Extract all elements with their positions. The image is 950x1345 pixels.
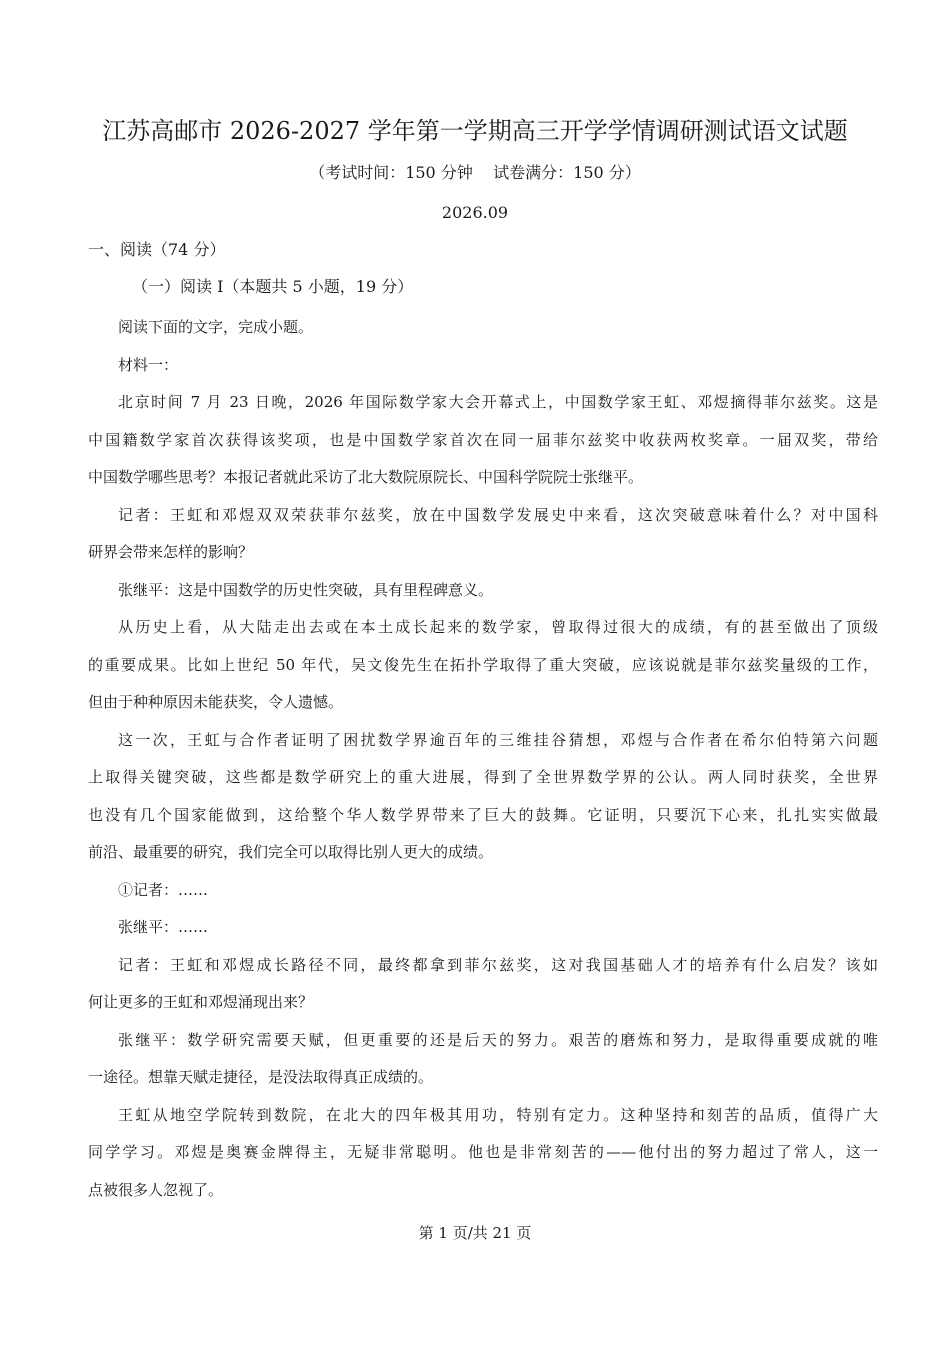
text-line: 中国籍数学家首次获得该奖项，也是中国数学家首次在同一届菲尔兹奖中收获两枚奖章。一届双奖，带给 <box>88 430 878 449</box>
exam-subtitle: （考试时间：150 分钟 试卷满分：150 分） <box>309 163 641 182</box>
subsection-title: （一）阅读 I（本题共 5 小题，19 分） <box>132 277 414 296</box>
text-line: 张继平：…… <box>118 918 209 936</box>
exam-date: 2026.09 <box>441 203 509 222</box>
text-line: 点被很多人忽视了。 <box>88 1180 224 1199</box>
section-title: 一、阅读（74 分） <box>88 240 226 259</box>
instruction-line: 阅读下面的文字，完成小题。 <box>118 318 314 336</box>
text-line: 这一次，王虹与合作者证明了困扰数学界逾百年的三维挂谷猜想，邓煜与合作者在希尔伯特第六问题 <box>118 730 878 749</box>
text-line: ①记者：…… <box>118 880 209 899</box>
text-line: 记者：王虹和邓煜双双荣获菲尔兹奖，放在中国数学发展史中来看，这次突破意味着什么？对中国科 <box>118 505 878 524</box>
text-line: 同学学习。邓煜是奥赛金牌得主，无疑非常聪明。他也是非常刻苦的——他付出的努力超过了常人，这一 <box>88 1143 878 1161</box>
text-line: 记者：王虹和邓煜成长路径不同，最终都拿到菲尔兹奖，这对我国基础人才的培养有什么启发？该如 <box>118 955 878 974</box>
page-number: 第 1 页/共 21 页 <box>418 1224 532 1242</box>
reading-material <box>88 309 878 1209</box>
text-line: 的重要成果。比如上世纪 50 年代，吴文俊先生在拓扑学取得了重大突破，应该说就是菲尔兹奖量级的工作， <box>88 655 878 674</box>
text-line: 从历史上看，从大陆走出去或在本土成长起来的数学家，曾取得过很大的成绩，有的甚至做出了顶级 <box>118 618 878 636</box>
exam-title: 江苏高邮市 2026-2027 学年第一学期高三开学学情调研测试语文试题 <box>102 117 848 145</box>
text-line: 张继平：数学研究需要天赋，但更重要的还是后天的努力。艰苦的磨炼和努力，是取得重要成就的唯 <box>118 1030 878 1049</box>
text-line: 前沿、最重要的研究，我们完全可以取得比别人更大的成绩。 <box>88 843 494 861</box>
text-line: 研界会带来怎样的影响？ <box>88 543 254 561</box>
text-line: 王虹从地空学院转到数院，在北大的四年极其用功，特别有定力。这种坚持和刻苦的品质，值得广大 <box>118 1105 878 1124</box>
text-line: 何让更多的王虹和邓煜涌现出来？ <box>88 993 314 1011</box>
text-line: 中国数学哪些思考？本报记者就此采访了北大数院原院长、中国科学院院士张继平。 <box>88 468 644 486</box>
text-line: 但由于种种原因未能获奖，令人遗憾。 <box>88 693 344 711</box>
text-line: 上取得关键突破，这些都是数学研究上的重大进展，得到了全世界数学界的公认。两人同时获奖，全世界 <box>88 768 878 786</box>
text-line: 也没有几个国家能做到，这给整个华人数学界带来了巨大的鼓舞。它证明，只要沉下心来，扎扎实实做最 <box>88 805 878 824</box>
text-line: 张继平：这是中国数学的历史性突破，具有里程碑意义。 <box>118 580 494 599</box>
text-line: 北京时间 7 月 23 日晚，2026 年国际数学家大会开幕式上，中国数学家王虹、邓煜摘得菲尔兹奖。这是 <box>118 393 878 411</box>
text-line: 一途径。想靠天赋走捷径，是没法取得真正成绩的。 <box>88 1068 434 1086</box>
material-label: 材料一： <box>118 355 179 374</box>
